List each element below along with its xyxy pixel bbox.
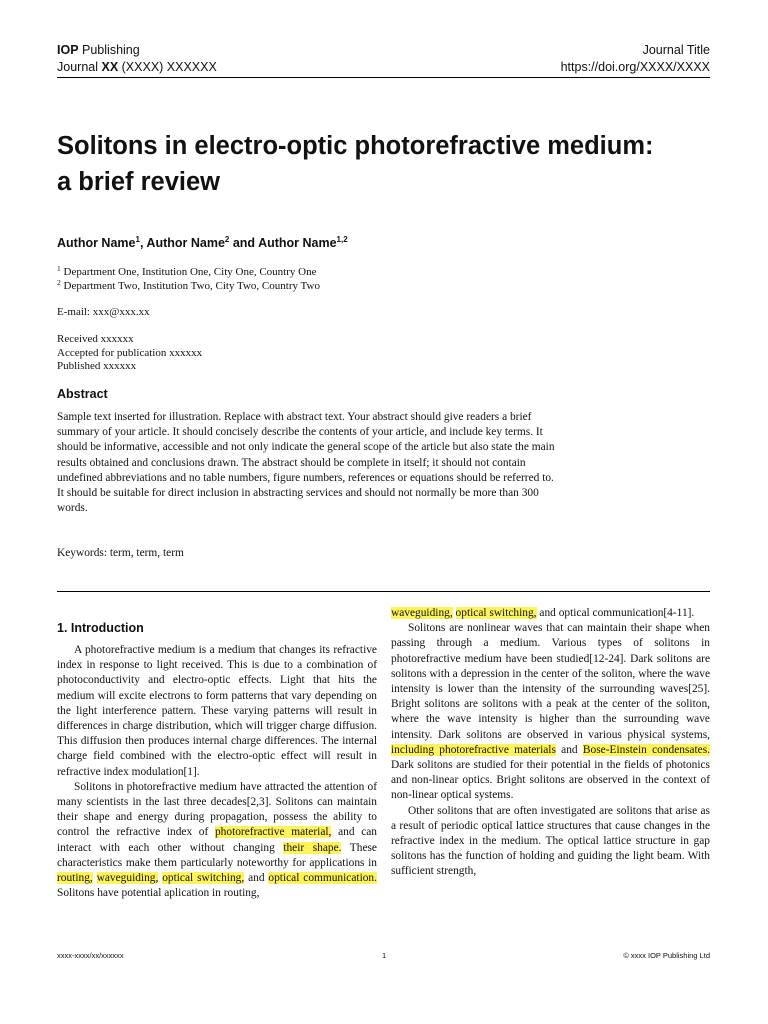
highlight: routing, — [57, 872, 93, 885]
highlight: waveguiding, — [391, 607, 453, 619]
affiliation-1: $^1$ Department One, Institution One, City One, Country One — [57, 264, 317, 278]
highlight: waveguiding, — [96, 872, 159, 885]
received-date: Received xxxxxx — [57, 333, 134, 345]
highlight: optical switching, — [455, 607, 537, 619]
highlight: Bose-Einstein condensates. — [582, 743, 710, 756]
intro-paragraph-4: Other solitons that are often investigated are solitons that arise as a result of periodic optical lattice structures that cause changes in the refractive index in the medium. The optical lattice structure in gap solitons has the function of holding and guiding the light beam. With sufficient strength, — [391, 804, 710, 878]
publication-dates — [57, 333, 202, 374]
left-column — [57, 643, 377, 901]
header-row-top — [57, 43, 710, 57]
highlight: optical communication. — [268, 872, 377, 885]
abstract-heading: Abstract — [57, 387, 108, 401]
intro-paragraph-2-continued: waveguiding, optical switching, and optical communication[4-11]. — [391, 607, 695, 619]
journal-title: Journal Title — [642, 43, 710, 57]
intro-paragraph-2: Solitons in photorefractive medium have attracted the attention of many scientists in the last three decades[2,3]. Solitons can maintain their shape and energy during propagation, possess the ability to control the refractive index of photorefractive material, and can interact with each other without changing their shape. These characteristics make them particularly noteworthy for applications in routing, waveguiding, optical switching, and optical communication. Solitons have potential aplication in routing, — [57, 780, 378, 900]
intro-paragraph-1: A photorefractive medium is a medium that changes its refractive index in response to light received. This is due to a combination of photoconductivity and electro-optic effects. Light that hits the medium will excite electrons to form patterns that vary depending on the light interference pattern. These varying patterns will result in differences in charge distribution, which will trigger charge diffusion. This diffusion then produces internal charge differences. The internal charge field combined with the electro-optic effect will result in refractive index modulation[1]. — [57, 644, 377, 778]
copyright-notice: © xxxx IOP Publishing Ltd — [623, 951, 710, 960]
abstract-divider — [57, 591, 710, 592]
page-number: 1 — [382, 951, 387, 960]
abstract-text: Sample text inserted for illustration. Replace with abstract text. Your abstract should give readers a brief summary of your article. It should concisely describe the contents of your article, and include key terms. It should be informative, accessible and not only indicate the general scope of the article but also state the main results obtained and conclusions drawn. The abstract should be complete in itself; it should not contain undefined abbreviations and no table numbers, figure numbers, references or equations should be referred to. It should be suitable for direct inclusion in abstracting services and should not normally be more than 300 words. — [57, 411, 555, 515]
intro-paragraph-3: Solitons are nonlinear waves that can maintain their shape when passing through a medium. Various types of solitons in photorefractive medium have been studied[12-24]. Dark solitons are solitons with a depression in the center of the soliton, where the wave intensity is lower than the intensity of the surrounding waves[25]. Bright solitons are solitons with a peak at the center of the soliton, where the wave intensity is higher than the surrounding wave intensity. Dark solitons are observed in various physical systems, including photorefractive materials and Bose-Einstein condensates. Dark solitons are studied for their potential in the fields of photonics and non-linear optics. Bright solitons are observed in the context of non-linear optical systems. — [391, 622, 710, 802]
section-heading-introduction: 1. Introduction — [57, 621, 144, 635]
published-date: Published xxxxxx — [57, 360, 137, 372]
right-column — [391, 606, 710, 880]
article-id: xxxx-xxxx/xx/xxxxxx — [57, 951, 124, 960]
doi-link[interactable]: https://doi.org/XXXX/XXXX — [560, 60, 710, 74]
author-list: Author Name$^1$, Author Name$^2$ and Author Name$^{1,2}$ — [57, 235, 348, 250]
paper-title: Solitons in electro-optic photorefractive medium: a brief review — [57, 132, 654, 196]
header-divider — [57, 77, 710, 78]
publisher-name: IOP Publishing — [57, 43, 140, 57]
highlight: their shape. — [283, 841, 342, 854]
page-footer — [57, 951, 710, 965]
highlight: optical switching, — [162, 872, 245, 885]
highlight: including photorefractive materials — [391, 743, 556, 756]
highlight: photorefractive material, — [214, 826, 332, 839]
journal-citation: Journal XX (XXXX) XXXXXX — [57, 60, 217, 74]
keywords: Keywords: term, term, term — [57, 547, 184, 559]
accepted-date: Accepted for publication xxxxxx — [57, 346, 203, 359]
contact-email[interactable]: E-mail: xxx@xxx.xx — [57, 306, 150, 318]
affiliation-2: $^2$ Department Two, Institution Two, City Two, Country Two — [57, 278, 320, 292]
header-row-bottom — [57, 60, 710, 74]
